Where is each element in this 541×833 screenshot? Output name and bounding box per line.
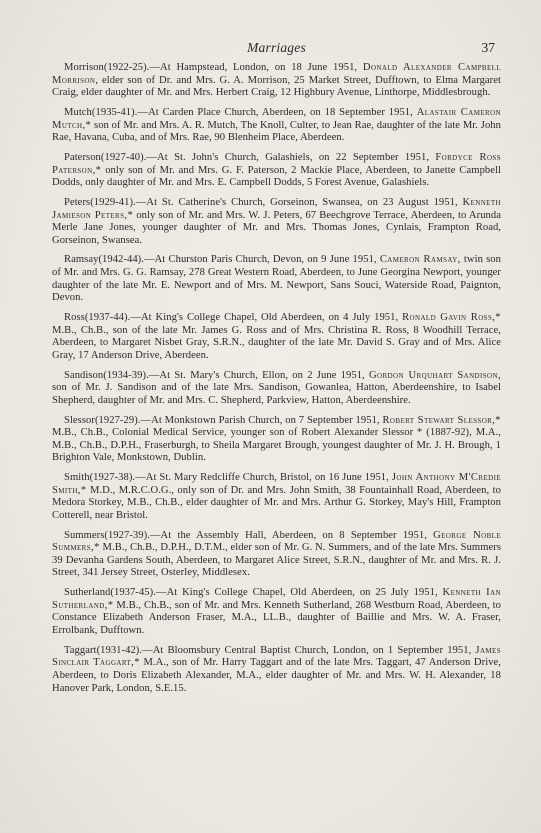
marriage-entry: [52, 415, 501, 465]
entry-text: .—At Carden Place Church, Aberdeen, on 18 September 1951,: [134, 106, 417, 118]
entry-groom-name: James Sinclair Taggart,*: [52, 644, 501, 669]
entry-groom-name: Donald Alexander Campbell Morrison: [52, 62, 501, 86]
entry-text: .—At St. John's Church, Galashiels, on 22 September 1951,: [143, 151, 436, 163]
entry-surname: Sutherland: [64, 587, 111, 599]
page-title: Marriages: [247, 40, 306, 55]
entry-text: twin son of Mr. and Mrs. G. G. Ramsay, 278 Great Western Road, Aberdeen, to June Georgina Newport, younger daughter of the late Mr. E. Newport and of Mrs. M. Newport, Sans Souci, Waterside Road, Paignton, Devon.: [52, 254, 501, 304]
entry-groom-name: George Noble Summers,*: [52, 529, 501, 554]
entry-text: .—At St. Catherine's Church, Gorseinon, Swansea, on 23 August 1951,: [133, 196, 463, 208]
entry-groom-name: Alastair Cameron Mutch,*: [52, 106, 501, 131]
entry-groom-name: Ronald Gavin Ross,*: [402, 312, 501, 324]
entry-text: , elder son of Dr. and Mrs. G. A. Morrison, 25 Market Street, Dufftown, to Elma Margaret Craig, elder daughter of Mr. and Mrs. Herbert Craig, 12 Highbury Avenue, Linthorpe, Middlesbrough.: [52, 74, 501, 99]
entry-text: son of Mr. J. Sandison and of the late Mrs. Sandison, Gowanlea, Hatton, Aberdeenshire, to Isabel Shepherd, daughter of Mr. and Mrs. C. Shepherd, Parkview, Hatton, Aberdeenshire.: [52, 382, 501, 406]
entry-surname: Ramsay: [64, 254, 99, 266]
page-number: 37: [481, 40, 495, 55]
entry-groom-name: John Anthony M'Credie Smith,*: [52, 472, 502, 496]
marriage-entries: [52, 62, 501, 702]
entry-surname: Sandison: [64, 369, 104, 381]
entry-dates: (1929-41): [90, 196, 134, 208]
entry-surname: Ross: [64, 312, 85, 324]
entry-text: .—At King's College Chapel, Old Aberdeen, on 4 July 1951,: [127, 312, 403, 324]
entry-text: M.D., M.R.C.O.G., only son of Dr. and Mrs. John Smith, 38 Fountainhall Road, Aberdeen, to Medora Storkey, M.B., Ch.B., elder daughter of Mr. and Mrs. Arthur G. Storkey, May's Hill, Frampton Cotterell, near Bristol.: [52, 484, 501, 521]
entry-dates: (1937-45): [110, 587, 154, 599]
entry-dates: (1927-38): [89, 472, 133, 484]
entry-surname: Smith: [64, 472, 90, 484]
entry-surname: Paterson: [64, 151, 101, 163]
marriage-entry: [52, 530, 501, 580]
marriage-entry: [52, 370, 501, 408]
entry-dates: (1927-39): [104, 529, 148, 541]
entry-text: .—At Monkstown Parish Church, on 7 September 1951,: [137, 414, 383, 426]
entry-surname: Mutch: [64, 106, 92, 118]
entry-dates: (1934-39): [103, 369, 147, 381]
marriage-entry: [52, 587, 501, 637]
entry-text: only son of Mr. and Mrs. G. F. Paterson, 2 Mackie Place, Aberdeen, to Janette Campbell Dodds, only daughter of Mr. and Mrs. E. Campbell Dodds, 5 Forest Avenue, Galashiels.: [52, 164, 501, 189]
entry-groom-name: Kenneth Ian Sutherland,*: [52, 587, 501, 611]
entry-text: M.A., son of Mr. Harry Taggart and of the late Mrs. Taggart, 47 Anderson Drive, Aberdeen, to Doris Elizabeth Alexander, M.A., elder daughter of Mr. and Mrs. W. H. Alexander, 18 Hanover Park, London, S.E.15.: [52, 657, 501, 694]
entry-text: .—At Churston Paris Church, Devon, on 9 June 1951,: [141, 254, 380, 266]
entry-surname: Slessor: [64, 414, 95, 426]
entry-dates: (1922-25): [103, 62, 147, 73]
entry-text: M.B., Ch.B., Colonial Medical Service, younger son of Robert Alexander Slessor * (1887-92), M.A., M.B., Ch.B., D.P.H., Fraserburgh, to Sheila Margaret Brough, youngest daughter of Mr. J. H. Brough, 1 Brighton Vale, Monkstown, Dublin.: [52, 427, 501, 464]
entry-text: .—At King's College Chapel, Old Aberdeen, on 25 July 1951,: [153, 587, 443, 599]
marriage-entry: [52, 62, 501, 100]
marriage-entry: [52, 152, 501, 190]
entry-groom-name: Robert Stewart Slessor,*: [382, 414, 501, 426]
entry-groom-name: Kenneth Jamieson Peters,*: [52, 196, 501, 221]
entry-dates: (1937-44): [84, 312, 128, 324]
entry-groom-name: Fordyce Ross Paterson,*: [52, 151, 501, 176]
entry-text: .—At Hampstead, London, on 18 June 1951,: [146, 62, 363, 73]
entry-dates: (1927-40): [100, 151, 144, 163]
marriage-entry: [52, 645, 501, 695]
entry-groom-name: Cameron Ramsay,: [379, 254, 461, 266]
entry-text: son of Mr. and Mrs. A. R. Mutch, The Knoll, Culter, to Jean Rae, daughter of the late Mr. John Rae, Havana, Cuba, and of Mrs. Rae, 90 Blenheim Place, Aberdeen.: [52, 119, 501, 144]
entry-text: M.B., Ch.B., son of the late Mr. James G. Ross and of Mrs. Christina R. Ross, 8 Woodhill Terrace, Aberdeen, to Margaret Nisbet Gray, S.R.N., daughter of the late Mr. David S. Gray and of Mrs. Alice Gray, 17 Anderson Drive, Aberdeen.: [52, 324, 501, 361]
entry-text: M.B., Ch.B., D.P.H., D.T.M., elder son of Mr. G. N. Summers, and of the late Mrs. Summers 39 Devanha Gardens South, Aberdeen, to Margaret Alice Street, S.R.N., daughter of Mr. and Mrs. R. J. Street, 341 Jersey Street, Osterley, Middlesex.: [52, 542, 501, 579]
entry-surname: Taggart: [64, 644, 97, 656]
entry-text: only son of Mr. and Mrs. W. J. Peters, 67 Beechgrove Terrace, Aberdeen, to Arunda Merle Jane Jones, younger daughter of Mr. and Mrs. Thomas Jones, Cynlais, Frampton Road, Gorseinon, Swansea.: [52, 209, 502, 246]
entry-dates: (1931-42): [96, 644, 140, 656]
marriage-entry: [52, 254, 501, 304]
marriage-entry: [52, 312, 501, 362]
entry-surname: Summers: [64, 529, 105, 541]
entry-text: .—At the Assembly Hall, Aberdeen, on 8 September 1951,: [147, 529, 434, 541]
entry-dates: (1927-29): [94, 414, 138, 426]
entry-dates: (1935-41): [91, 106, 135, 118]
entry-surname: Morrison: [64, 62, 104, 73]
entry-dates: (1942-44): [98, 254, 142, 266]
entry-text: .—At St. Mary's Church, Ellon, on 2 June 1951,: [146, 369, 369, 381]
entry-text: M.B., Ch.B., son of Mr. and Mrs. Kenneth Sutherland, 268 Westburn Road, Aberdeen, to Constance Elizabeth Anderson Fraser, M.A., LL.B., daughter of Baillie and Mrs. W. A. Fraser, Errolbank, Dufftown.: [52, 599, 501, 637]
running-head: [52, 40, 501, 56]
entry-text: .—At Bloomsbury Central Baptist Church, London, on 1 September 1951,: [139, 644, 476, 656]
entry-groom-name: Gordon Urquhart Sandison,: [368, 369, 501, 381]
marriage-entry: [52, 107, 501, 145]
marriage-entry: [52, 197, 501, 247]
entry-text: .—At St. Mary Redcliffe Church, Bristol, on 16 June 1951,: [132, 472, 392, 484]
entry-surname: Peters: [64, 196, 91, 208]
marriage-entry: [52, 472, 501, 522]
